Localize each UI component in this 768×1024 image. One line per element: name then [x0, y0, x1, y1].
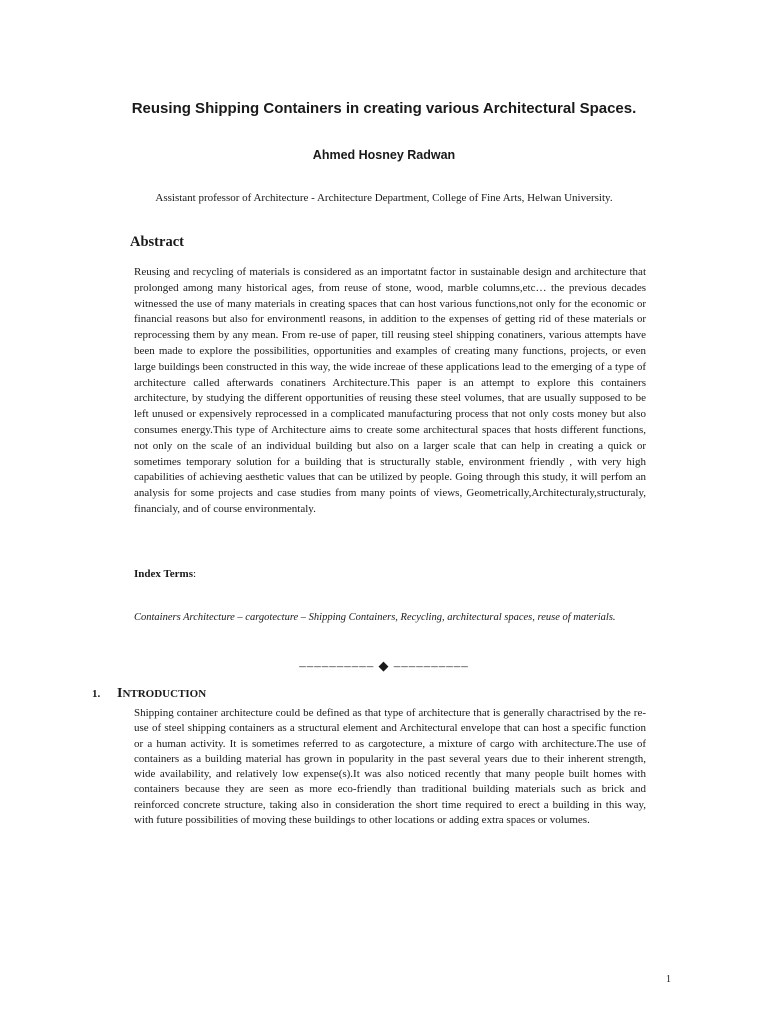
- abstract-heading: Abstract: [130, 234, 184, 250]
- section-title-rest: NTRODUCTION: [122, 688, 207, 700]
- index-terms-colon: :: [193, 568, 197, 580]
- page-number: 1: [666, 974, 671, 985]
- section-title-initial: I: [117, 686, 123, 701]
- section-divider: –––––––––– ◆ ––––––––––: [299, 658, 469, 673]
- index-terms-heading: Index Terms: [134, 568, 193, 580]
- section-number: 1.: [92, 688, 101, 700]
- author-affiliation: Assistant professor of Architecture - Architecture Department, College of Fine Arts, Helwan University.: [155, 192, 613, 204]
- abstract-text: Reusing and recycling of materials is considered as an importatnt factor in sustainable design and architecture that prolonged among many historical ages, from reuse of stone, wood, marble columns,etc… the previous decades witnessed the use of many materials in creating spaces that can host various functions,not only for the economic or financial reasons but also for environmentl reasons, in addition to the expenses of getting rid of these materials or reprocessing them by any mean. From re-use of paper, till reusing steel shipping conatiners, various attempts have been made to explore the possibilities, opportunities and examples of creating many functions, projects, or even large buildings been constructed in this way, the wide increae of these applications lead to the emerging of a type of architecture called afterwards conatiners Architecture.This paper is an attempt to explore this containers architecture, by studying the different opportunities of reusing these steel volumes, that are usually supposed to be left unused or expensively reprocessed in a complicated manufacturing process that not only costs money but also consumes energy.This type of Architecture aims to create some architectural spaces that hosts different functions, not only on the scale of an individual building but also on a larger scale that can help in creating a quick or sometimes temporary solution for a building that is structurally stable, environment friendly , with very high capabilities of achieving aesthetic values that can be utilized by people. Going through this study, it will perfom an analysis for some projects and case studies from many points of views, Geometrically,Architecturaly,structuraly, financialy, and of course environmentaly.: [134, 266, 646, 515]
- section-title: [117, 686, 206, 702]
- introduction-text: Shipping container architecture could be defined as that type of architecture that is generally charactrised by the re-use of steel shipping containers as a structural element and Architectural envelope that can host a specific function or a human activity. It is sometimes referred to as cargotecture, a mixture of cargo with architecture.The use of containers as a building material has grown in popularity in the past several years due to their inherent strength, wide availability, and relatively low expense(s).It was also noticed recently that many people built homes with containers because they are seen as more eco-friendly than traditional building materials such as brick and reinforced concrete structure, taking also in consideration the short time required to erect a building in this way, with future possibilities of moving these buildings to other locations or adding extra spaces or volumes.: [134, 707, 646, 827]
- author-name: Ahmed Hosney Radwan: [312, 148, 456, 162]
- index-terms-label: [134, 568, 196, 580]
- paper-title: Reusing Shipping Containers in creating various Architectural Spaces.: [131, 100, 637, 117]
- index-terms-text: Containers Architecture – cargotecture – Shipping Containers, Recycling, architectural spaces, reuse of materials.: [134, 612, 616, 623]
